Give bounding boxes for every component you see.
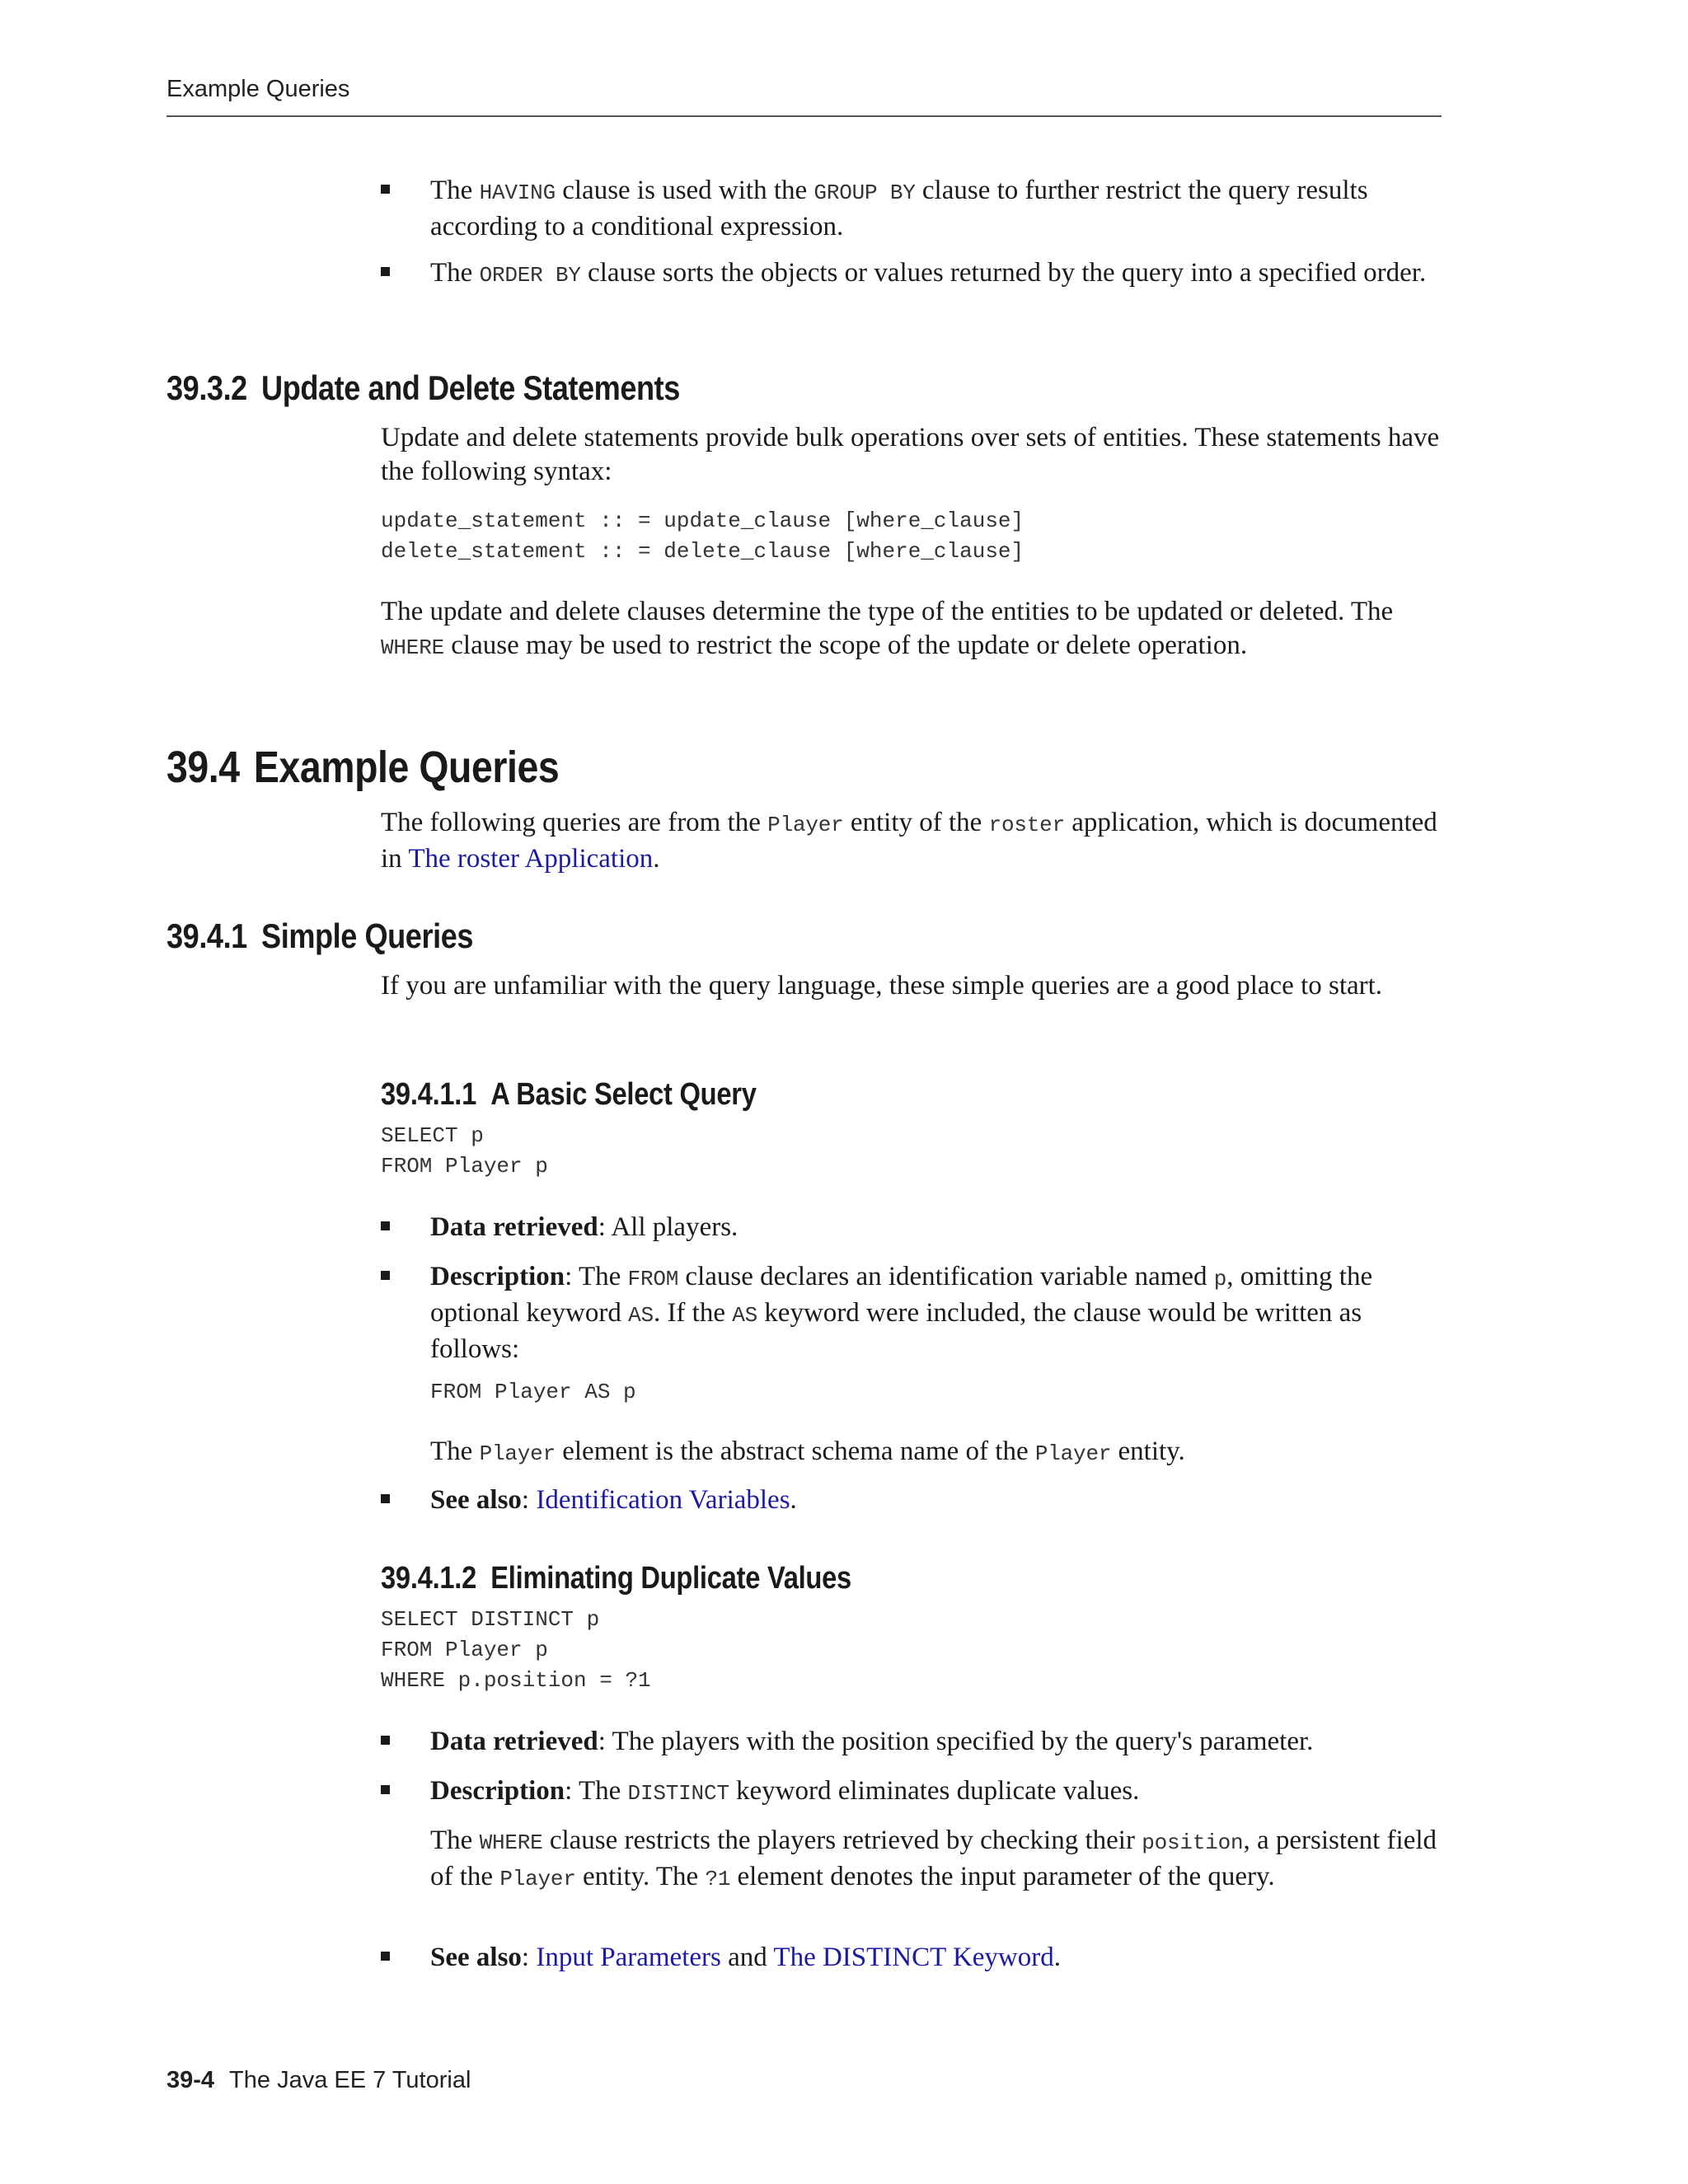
text: entity.: [1111, 1436, 1185, 1466]
bullet-square-icon: [381, 185, 390, 194]
text: : The: [565, 1776, 628, 1806]
code-term: Player: [767, 813, 844, 837]
text: : The players with the position specified by the query's parameter.: [598, 1727, 1314, 1756]
paragraph: [430, 1824, 1444, 1896]
text: clause is used with the: [555, 176, 814, 205]
text: clause declares an identification variable named: [678, 1262, 1214, 1291]
text: keyword eliminates duplicate values.: [729, 1776, 1140, 1806]
text: The: [430, 1436, 480, 1466]
bold-label: Data retrieved: [430, 1727, 598, 1756]
paragraph-text: Update and delete statements provide bulk operations over sets of entities. These statements have the following syntax:: [381, 423, 1440, 486]
text: , omitting the optional keyword: [430, 1262, 1373, 1328]
code-term: roster: [988, 813, 1065, 837]
page-number: 39-4: [166, 2067, 215, 2093]
text: The update and delete clauses determine the type of the entities to be updated or deleted. The: [381, 597, 1394, 626]
paragraph: [381, 595, 1444, 665]
code-term: HAVING: [479, 180, 556, 205]
section-number: 39.4: [166, 743, 240, 792]
bold-label: Data retrieved: [430, 1212, 598, 1242]
list-item-see-also: [381, 1483, 1444, 1517]
book-title: The Java EE 7 Tutorial: [229, 2067, 471, 2093]
text: clause may be used to restrict the scope of the update or delete operation.: [444, 630, 1248, 660]
paragraph-text: If you are unfamiliar with the query language, these simple queries are a good place to start.: [381, 971, 1383, 1001]
bold-label: Description: [430, 1262, 565, 1291]
section-number: 39.4.1.1: [381, 1077, 477, 1112]
text: clause restricts the players retrieved by checking their: [542, 1825, 1142, 1855]
bullet-square-icon: [381, 1271, 390, 1280]
list-item-data-retrieved: [381, 1725, 1444, 1759]
text: .: [653, 844, 660, 874]
code-text: SELECT p FROM Player p: [381, 1123, 548, 1179]
code-term: Player: [499, 1867, 576, 1891]
text: element is the abstract schema name of the: [555, 1436, 1035, 1466]
section-number: 39.4.1.2: [381, 1561, 477, 1596]
list-item-description: [381, 1774, 1444, 1811]
section-heading-39-4-1-2: [381, 1561, 851, 1596]
code-term: WHERE: [479, 1830, 543, 1855]
bullet-square-icon: [381, 1494, 390, 1503]
text: :: [521, 1943, 537, 1972]
bullet-square-icon: [381, 1785, 390, 1794]
bold-label: Description: [430, 1776, 565, 1806]
bold-label: See also: [430, 1485, 522, 1515]
text: The: [430, 258, 480, 288]
bullet-square-icon: [381, 267, 390, 276]
text: and: [720, 1943, 774, 1972]
code-term: Player: [1034, 1441, 1112, 1466]
section-number: 39.3.2: [166, 368, 247, 407]
section-title: Simple Queries: [261, 916, 474, 955]
code-term: ORDER BY: [479, 263, 581, 288]
code-text: SELECT DISTINCT p FROM Player p WHERE p.position = ?1: [381, 1607, 651, 1693]
text: entity of the: [843, 808, 989, 837]
code-text: FROM Player AS p: [430, 1380, 636, 1404]
section-title: Update and Delete Statements: [261, 368, 680, 407]
list-item-order-by: [381, 256, 1444, 293]
section-title: A Basic Select Query: [490, 1077, 757, 1112]
code-term: GROUP BY: [814, 180, 916, 205]
text: keyword were included, the clause would be written as follows:: [430, 1298, 1362, 1364]
distinct-keyword-link[interactable]: The DISTINCT Keyword: [773, 1943, 1054, 1972]
text: : All players.: [598, 1212, 738, 1242]
list-item-description: [381, 1260, 1444, 1366]
bullet-square-icon: [381, 1221, 390, 1230]
bullet-square-icon: [381, 1952, 390, 1961]
text: application, which is documented in: [381, 808, 1437, 874]
list-item-see-also: [381, 1941, 1444, 1975]
code-text: update_statement :: = update_clause [where_clause] delete_statement :: = delete_clause [where_clause]: [381, 509, 1025, 564]
text: The: [430, 1825, 480, 1855]
code-block: [381, 1121, 1444, 1182]
code-term: FROM: [627, 1267, 679, 1291]
text: .: [1053, 1943, 1062, 1972]
text: . If the: [653, 1298, 733, 1328]
bullet-square-icon: [381, 1736, 390, 1745]
code-term: DISTINCT: [627, 1781, 729, 1806]
code-term: p: [1213, 1267, 1227, 1291]
text: The: [430, 176, 480, 205]
text: :: [521, 1485, 537, 1515]
paragraph: [381, 806, 1444, 876]
section-heading-39-4-1-1: [381, 1077, 757, 1113]
section-title: Example Queries: [253, 743, 560, 792]
code-block: [430, 1377, 1444, 1408]
code-term: ?1: [705, 1867, 731, 1891]
code-term: Player: [479, 1441, 556, 1466]
list-item-data-retrieved: [381, 1211, 1444, 1244]
code-term: AS: [732, 1303, 758, 1328]
bold-label: See also: [430, 1943, 522, 1972]
text: element denotes the input parameter of the query.: [730, 1862, 1275, 1891]
section-number: 39.4.1: [166, 916, 247, 955]
code-block: [381, 506, 1444, 567]
code-term: WHERE: [381, 635, 445, 660]
section-heading-39-3-2: [166, 368, 680, 408]
text: : The: [565, 1262, 628, 1291]
code-term: AS: [628, 1303, 654, 1328]
paragraph: [381, 421, 1444, 489]
text: .: [790, 1485, 797, 1515]
text: The following queries are from the: [381, 808, 768, 837]
paragraph: [430, 1435, 1444, 1471]
header-rule: [166, 115, 1442, 117]
page-footer: [166, 2067, 471, 2094]
text: , a persistent field of the: [430, 1825, 1437, 1891]
code-term: position: [1142, 1830, 1244, 1855]
section-heading-39-4: [166, 742, 559, 793]
text: entity. The: [575, 1862, 706, 1891]
text: clause sorts the objects or values returned by the query into a specified order.: [580, 258, 1427, 288]
text: clause to further restrict the query results according to a conditional expression.: [430, 176, 1368, 241]
list-item-having: [381, 174, 1444, 244]
identification-variables-link[interactable]: Identification Variables: [536, 1485, 790, 1515]
section-heading-39-4-1: [166, 916, 473, 956]
section-title: Eliminating Duplicate Values: [490, 1561, 851, 1596]
running-header: Example Queries: [166, 76, 350, 102]
roster-application-link[interactable]: The roster Application: [408, 844, 654, 874]
code-block: [381, 1605, 1444, 1696]
input-parameters-link[interactable]: Input Parameters: [536, 1943, 721, 1972]
paragraph: [381, 969, 1444, 1003]
